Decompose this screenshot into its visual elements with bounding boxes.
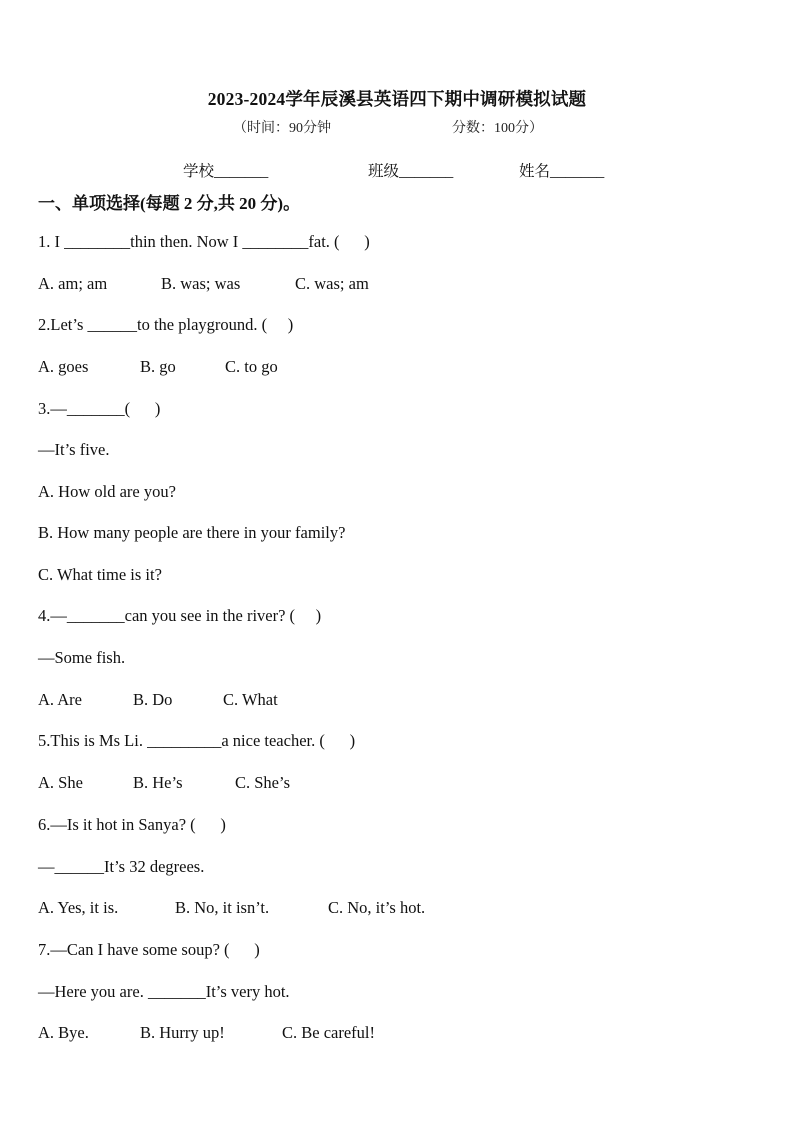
question-7-option-a: A. Bye. [38,1023,89,1042]
question-3-dialog: —It’s five. [38,440,110,459]
question-4-stem: 4.—_______can you see in the river? ( ) [38,606,322,625]
question-5-option-a: A. She [38,773,83,792]
question-7-stem: 7.—Can I have some soup? ( ) [38,940,260,959]
question-2-option-a: A. goes [38,357,89,376]
school-field: 学校_______ [183,163,269,180]
question-2-option-b: B. go [140,357,176,376]
question-7-dialog: —Here you are. _______It’s very hot. [38,982,290,1001]
question-4-option-a: A. Are [38,690,82,709]
question-5-option-b: B. He’s [133,773,183,792]
question-1-option-c: C. was; am [295,274,369,293]
section-heading: 一、单项选择(每题 2 分,共 20 分)。 [38,194,301,213]
question-1-option-a: A. am; am [38,274,108,293]
question-3-stem: 3.—_______( ) [38,399,161,418]
question-6-option-c: C. No, it’s hot. [328,898,426,917]
question-6-option-b: B. No, it isn’t. [175,898,270,917]
question-6-dialog: —______It’s 32 degrees. [38,857,205,876]
question-3-option-c: C. What time is it? [38,565,162,584]
exam-time: （时间：90分钟 [233,121,331,136]
question-4-option-c: C. What [223,690,278,709]
question-6-option-a: A. Yes, it is. [38,898,119,917]
question-1-stem: 1. I ________thin then. Now I ________fat. ( ) [38,232,370,251]
class-field: 班级_______ [368,163,454,180]
question-1-option-b: B. was; was [161,274,241,293]
exam-title: 2023-2024学年辰溪县英语四下期中调研模拟试题 [207,89,587,109]
exam-score: 分数：100分） [452,121,543,136]
question-5-option-c: C. She’s [235,773,291,792]
question-7-option-c: C. Be careful! [282,1023,375,1042]
question-5-stem: 5.This is Ms Li. _________a nice teacher. ( ) [38,731,356,750]
question-4-option-b: B. Do [133,690,173,709]
question-7-option-b: B. Hurry up! [140,1023,225,1042]
question-3-option-b: B. How many people are there in your family? [38,523,346,542]
question-3-option-a: A. How old are you? [38,482,176,501]
question-2-stem: 2.Let’s ______to the playground. ( ) [38,315,294,334]
question-6-stem: 6.—Is it hot in Sanya? ( ) [38,815,226,834]
question-4-dialog: —Some fish. [38,648,126,667]
name-field: 姓名_______ [519,163,605,180]
question-2-option-c: C. to go [225,357,278,376]
